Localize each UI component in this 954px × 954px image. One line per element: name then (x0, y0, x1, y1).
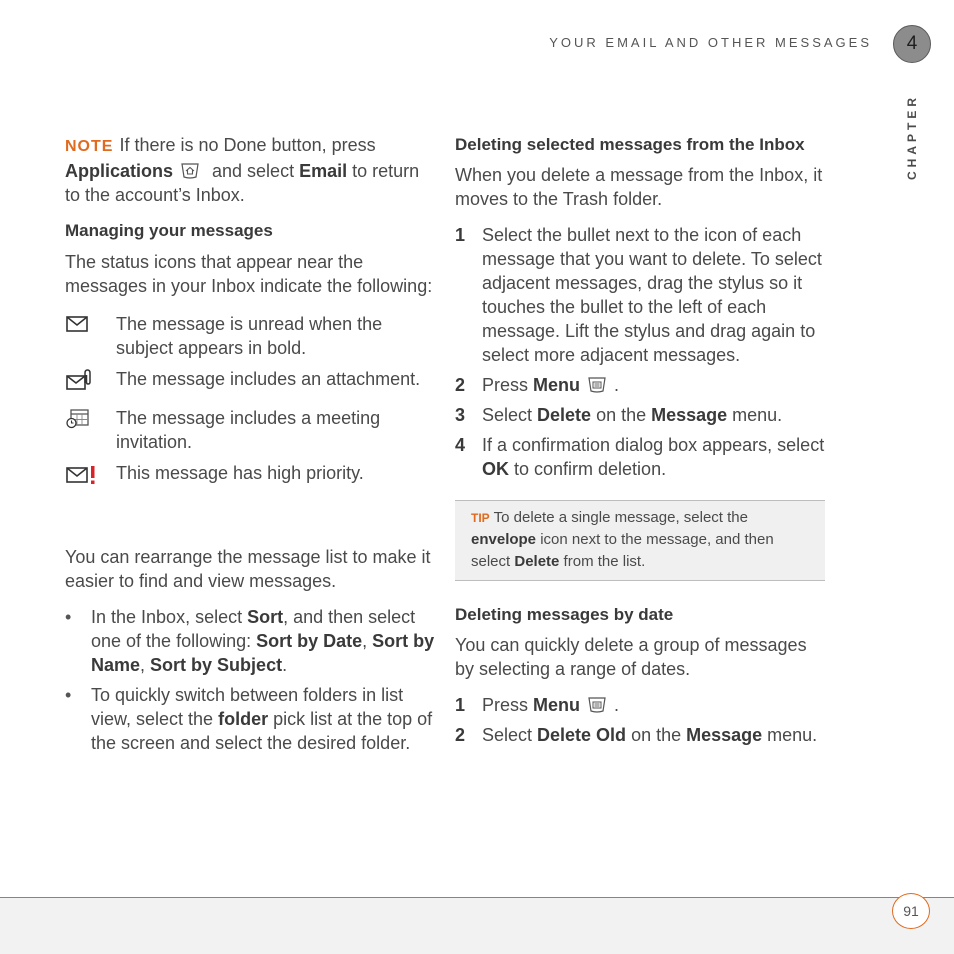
list-item: 4 If a confirmation dialog box appears, select OK to confirm deletion. (455, 435, 825, 479)
note-text: and select (207, 161, 300, 181)
high-priority-icon (65, 463, 97, 487)
list-item: • In the Inbox, select Sort, and then select one of the following: Sort by Date, Sort by Name, Sort by Subject. (65, 605, 435, 677)
page-number: 91 (892, 893, 930, 929)
managing-intro: The status icons that appear near the messages in your Inbox indicate the following: (65, 252, 433, 296)
menu-key-icon (586, 696, 608, 714)
list-item: • To quickly switch between folders in list view, select the folder pick list at the top of the screen and select the desired folder. (65, 683, 435, 755)
status-text: This message has high priority. (116, 463, 364, 483)
status-row-priority (65, 461, 435, 493)
status-icon-list (65, 312, 435, 493)
left-column (65, 133, 435, 755)
tip-box: TIP To delete a single message, select the envelope icon next to the message, and then select Delete from the list. (455, 500, 825, 581)
list-item: 3 Select Delete on the Message menu. (455, 405, 783, 425)
applications-label: Applications (65, 161, 174, 181)
deleting-by-date-intro: You can quickly delete a group of messages by selecting a range of dates. (455, 635, 807, 679)
deleting-by-date-heading: Deleting messages by date (455, 605, 674, 624)
status-row-attachment (65, 367, 435, 399)
list-item: 1 Press Menu . (455, 695, 620, 715)
status-row-meeting (65, 406, 435, 454)
chapter-number-badge: 4 (893, 25, 931, 63)
home-key-icon (179, 162, 201, 180)
status-row-unread (65, 312, 435, 360)
note-paragraph (65, 133, 435, 207)
footer-rule (0, 897, 954, 898)
unread-envelope-icon (65, 314, 89, 334)
managing-heading: Managing your messages (65, 221, 273, 240)
deleting-selected-intro: When you delete a message from the Inbox, it moves to the Trash folder. (455, 165, 823, 209)
attachment-envelope-icon (65, 369, 93, 393)
menu-key-icon (586, 376, 608, 394)
note-text: If there is no Done button, press (119, 135, 376, 155)
status-text: The message includes an attachment. (116, 369, 421, 389)
footer-band (0, 898, 954, 954)
delete-selected-steps (455, 223, 825, 481)
delete-by-date-steps (455, 693, 825, 747)
tip-label: TIP (471, 511, 490, 525)
list-item: 2 Select Delete Old on the Message menu. (455, 725, 818, 745)
list-item: 1 Select the bullet next to the icon of each message that you want to delete. To select adjacent messages, drag the stylus so it touches the bullet to the left of each message. Lift the stylus and drag again to select more adjacent messages. (455, 225, 822, 365)
email-label: Email (299, 161, 348, 181)
list-item: 2 Press Menu . (455, 375, 620, 395)
status-text: The message includes a meeting invitation. (116, 408, 381, 452)
sort-bullet-list (65, 605, 435, 755)
right-column (455, 133, 825, 747)
rearrange-paragraph: You can rearrange the message list to make it easier to find and view messages. (65, 547, 431, 591)
chapter-label: CHAPTER (905, 93, 919, 180)
meeting-invitation-icon (65, 408, 91, 430)
running-head: YOUR EMAIL AND OTHER MESSAGES (549, 35, 872, 50)
note-text: to return to the account’s Inbox. (65, 161, 420, 205)
status-text: The message is unread when the subject appears in bold. (116, 314, 383, 358)
note-label: NOTE (65, 138, 114, 155)
deleting-selected-heading: Deleting selected messages from the Inbox (455, 135, 805, 154)
